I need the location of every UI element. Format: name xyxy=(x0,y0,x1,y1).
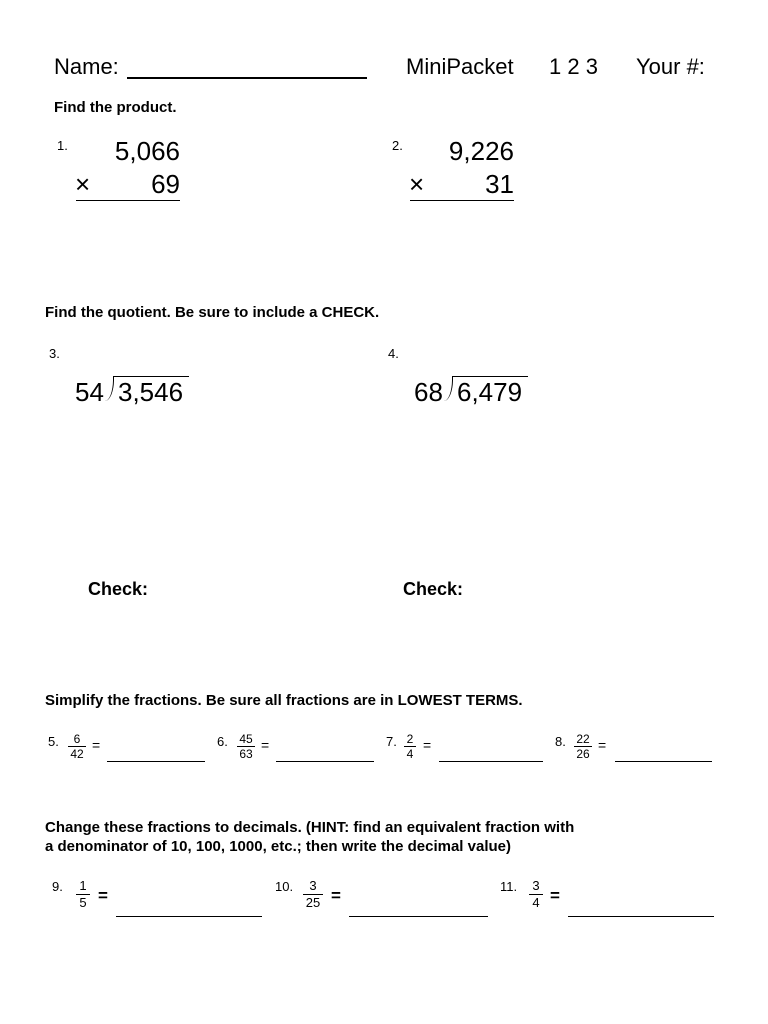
packet-title: MiniPacket xyxy=(406,54,514,79)
answer-line[interactable] xyxy=(615,761,712,762)
fraction xyxy=(237,732,255,761)
product-rule xyxy=(76,200,180,201)
problem-number: 9. xyxy=(52,879,63,894)
fraction xyxy=(303,878,323,911)
denominator: 4 xyxy=(406,747,414,761)
product-rule xyxy=(410,200,514,201)
numerator: 1 xyxy=(76,878,90,895)
multiply-sign: × xyxy=(75,169,91,199)
problem-number: 4. xyxy=(388,346,399,361)
simplify-instruction: Simplify the fractions. Be sure all fractions are in LOWEST TERMS. xyxy=(45,692,523,709)
multiplicand: 5,066 xyxy=(114,136,180,166)
denominator: 4 xyxy=(532,895,540,910)
answer-line[interactable] xyxy=(107,761,205,762)
check-label: Check: xyxy=(88,579,149,599)
fraction xyxy=(76,878,90,911)
denominator: 25 xyxy=(305,895,321,910)
multiplier: 31 xyxy=(485,169,514,199)
quotient-instruction: Find the quotient. Be sure to include a CHECK. xyxy=(45,304,380,321)
problem-number: 6. xyxy=(217,734,228,749)
equals-sign: = xyxy=(98,886,108,905)
answer-line[interactable] xyxy=(116,916,262,917)
equals-sign: = xyxy=(331,886,341,905)
problem-number: 1. xyxy=(57,138,68,153)
name-input-line[interactable] xyxy=(127,77,367,79)
problem-number: 2. xyxy=(392,138,403,153)
numerator: 3 xyxy=(303,878,323,895)
problem-number: 3. xyxy=(49,346,60,361)
check-label: Check: xyxy=(403,579,464,599)
denominator: 26 xyxy=(576,747,590,761)
denominator: 42 xyxy=(70,747,84,761)
name-label: Name: xyxy=(54,54,119,79)
answer-line[interactable] xyxy=(349,916,488,917)
product-instruction: Find the product. xyxy=(54,99,177,116)
denominator: 63 xyxy=(239,747,253,761)
dividend: 6,479 xyxy=(457,377,523,407)
numerator: 45 xyxy=(237,732,255,747)
decimals-instruction-line-2: a denominator of 10, 100, 1000, etc.; then write the decimal value) xyxy=(45,838,511,855)
problem-number: 8. xyxy=(555,734,566,749)
answer-line[interactable] xyxy=(439,761,543,762)
fraction xyxy=(529,878,543,911)
problem-number: 11. xyxy=(500,879,518,894)
numerator: 3 xyxy=(529,878,543,895)
multiplicand: 9,226 xyxy=(448,136,514,166)
multiplier: 69 xyxy=(151,169,180,199)
problem-number: 5. xyxy=(48,734,59,749)
equals-sign: = xyxy=(598,737,607,753)
equals-sign: = xyxy=(423,737,432,753)
answer-line[interactable] xyxy=(276,761,374,762)
equals-sign: = xyxy=(550,886,560,905)
equals-sign: = xyxy=(261,737,270,753)
problem-number: 7. xyxy=(386,734,397,749)
numerator: 6 xyxy=(68,732,86,747)
decimals-instruction-line-1: Change these fractions to decimals. (HINT: find an equivalent fraction with xyxy=(45,819,575,836)
divisor: 68 xyxy=(414,377,443,407)
packet-versions: 1 2 3 xyxy=(549,54,598,79)
divisor: 54 xyxy=(75,377,104,407)
problem-number: 10. xyxy=(275,879,294,894)
numerator: 2 xyxy=(404,732,416,747)
numerator: 22 xyxy=(574,732,592,747)
denominator: 5 xyxy=(79,895,87,910)
equals-sign: = xyxy=(92,737,101,753)
your-number-label: Your #: xyxy=(636,54,705,79)
fraction xyxy=(574,732,592,761)
answer-line[interactable] xyxy=(568,916,714,917)
fraction xyxy=(404,732,416,761)
fraction xyxy=(68,732,86,761)
dividend: 3,546 xyxy=(118,377,184,407)
multiply-sign: × xyxy=(409,169,425,199)
